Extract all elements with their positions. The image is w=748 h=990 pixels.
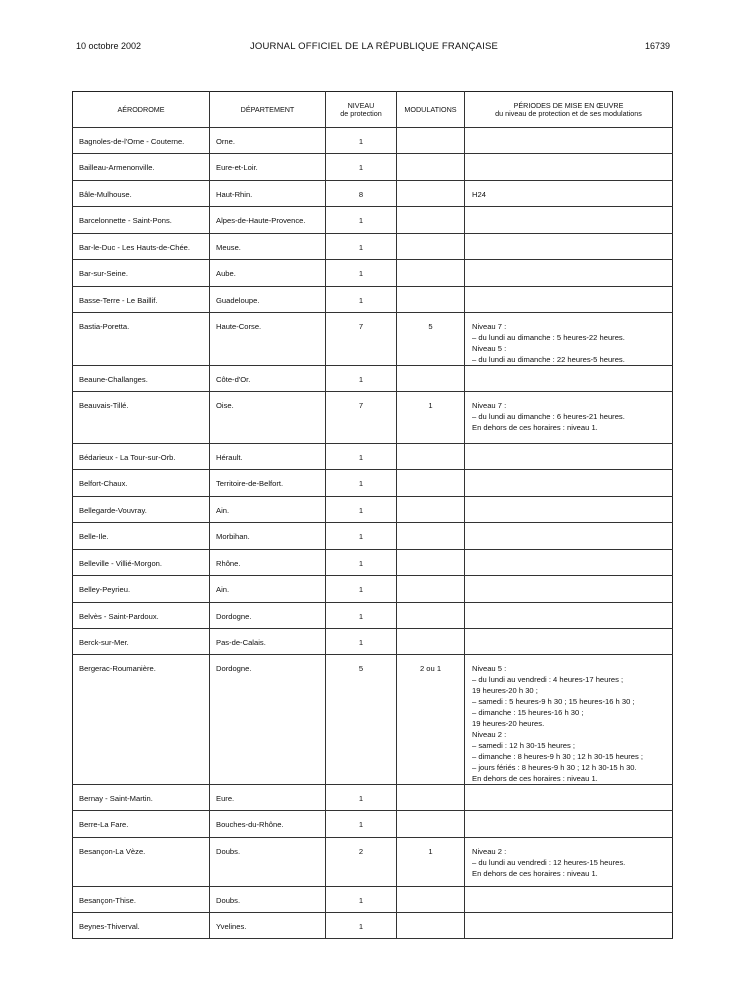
aerodrome-cell: Besançon-La Vèze. [73,838,210,887]
departement-cell: Ain. [210,497,326,523]
departement-cell: Dordogne. [210,655,326,785]
niveau-cell: 1 [326,234,397,260]
table-row [73,313,673,366]
col-header-niveau [326,92,397,128]
periode-line: – jours fériés : 8 heures-9 h 30 ; 12 h 30-15 h 30. [472,763,637,772]
niveau-cell: 1 [326,550,397,576]
table-row [73,128,673,154]
periodes-cell [465,444,673,470]
departement-cell: Territoire-de-Belfort. [210,470,326,497]
departement-cell: Guadeloupe. [210,287,326,313]
departement-cell: Eure-et-Loir. [210,154,326,181]
modulations-cell [397,523,465,550]
table-row [73,181,673,207]
niveau-cell: 7 [326,392,397,444]
modulations-cell [397,181,465,207]
aerodrome-cell: Beauvais-Tillé. [73,392,210,444]
periode-line: 19 heures-20 h 30 ; [472,686,538,695]
aerodrome-cell: Barcelonnette - Saint-Pons. [73,207,210,234]
col-header-niveau-line2: de protection [340,108,382,118]
niveau-cell: 1 [326,603,397,629]
issue-date: 10 octobre 2002 [76,41,142,51]
departement-cell: Oise. [210,392,326,444]
modulations-cell [397,629,465,655]
niveau-cell: 1 [326,128,397,154]
departement-cell: Hérault. [210,444,326,470]
periode-line: En dehors de ces horaires : niveau 1. [472,774,598,783]
periode-line: – du lundi au dimanche : 22 heures-5 heures. [472,355,625,364]
modulations-cell: 2 ou 1 [397,655,465,785]
aerodrome-cell: Bastia-Poretta. [73,313,210,366]
aerodrome-cell: Belley-Peyrieu. [73,576,210,603]
page-header [0,41,748,55]
modulations-cell [397,887,465,913]
aerodrome-table [72,91,673,939]
departement-cell: Yvelines. [210,913,326,939]
periode-line: – dimanche : 8 heures-9 h 30 ; 12 h 30-15 heures ; [472,752,643,761]
modulations-cell [397,366,465,392]
table-body [73,128,673,939]
aerodrome-cell: Bar-le-Duc - Les Hauts-de-Chée. [73,234,210,260]
aerodrome-cell: Beynes-Thiverval. [73,913,210,939]
modulations-cell [397,497,465,523]
departement-cell: Orne. [210,128,326,154]
table-row [73,838,673,887]
periode-line: – du lundi au dimanche : 5 heures-22 heures. [472,333,625,342]
niveau-cell: 1 [326,785,397,811]
periodes-cell [465,154,673,181]
col-header-modulations: MODULATIONS [397,92,465,128]
modulations-cell [397,811,465,838]
periode-line: 19 heures-20 heures. [472,719,545,728]
periode-line: H24 [472,190,486,199]
aerodrome-cell: Bar-sur-Seine. [73,260,210,287]
modulations-cell: 5 [397,313,465,366]
modulations-cell [397,287,465,313]
modulations-cell [397,913,465,939]
table-row [73,523,673,550]
niveau-cell: 1 [326,287,397,313]
periode-line: En dehors de ces horaires : niveau 1. [472,423,598,432]
departement-cell: Doubs. [210,838,326,887]
aerodrome-cell: Belleville - Villié-Morgon. [73,550,210,576]
modulations-cell [397,260,465,287]
departement-cell: Morbihan. [210,523,326,550]
table-row [73,629,673,655]
table-header-row [73,92,673,128]
niveau-cell: 1 [326,260,397,287]
periodes-cell [465,523,673,550]
page-number: 16739 [644,41,670,51]
periode-line: Niveau 7 : [472,322,507,331]
periodes-cell [465,366,673,392]
modulations-cell [397,550,465,576]
table-row [73,444,673,470]
modulations-cell [397,234,465,260]
niveau-cell: 1 [326,207,397,234]
table-row [73,785,673,811]
table-row [73,234,673,260]
periode-line: Niveau 5 : [472,664,507,673]
niveau-cell: 1 [326,887,397,913]
table-row [73,913,673,939]
periode-line: Niveau 2 : [472,730,507,739]
departement-cell: Rhône. [210,550,326,576]
departement-cell: Alpes-de-Haute-Provence. [210,207,326,234]
periodes-cell [465,207,673,234]
table-row [73,887,673,913]
table-row [73,811,673,838]
periodes-cell [465,550,673,576]
table-row [73,497,673,523]
aerodrome-cell: Bernay - Saint-Martin. [73,785,210,811]
aerodrome-cell: Bergerac-Roumanière. [73,655,210,785]
departement-cell: Haut-Rhin. [210,181,326,207]
niveau-cell: 8 [326,181,397,207]
col-header-periodes-line1: PÉRIODES DE MISE EN ŒUVRE [513,100,624,110]
table-row [73,260,673,287]
departement-cell: Meuse. [210,234,326,260]
aerodrome-cell: Berre-La Fare. [73,811,210,838]
periode-line: Niveau 5 : [472,344,507,353]
niveau-cell: 1 [326,444,397,470]
periodes-cell [465,313,673,366]
aerodrome-cell: Bellegarde-Vouvray. [73,497,210,523]
niveau-cell: 1 [326,913,397,939]
periodes-cell [465,603,673,629]
table-row [73,154,673,181]
table-row [73,603,673,629]
periode-line: – du lundi au dimanche : 6 heures-21 heures. [472,412,625,421]
niveau-cell: 2 [326,838,397,887]
periode-line: Niveau 7 : [472,401,507,410]
periode-line: – samedi : 12 h 30-15 heures ; [472,741,576,750]
modulations-cell [397,785,465,811]
niveau-cell: 1 [326,629,397,655]
aerodrome-cell: Besançon-Thise. [73,887,210,913]
niveau-cell: 1 [326,811,397,838]
niveau-cell: 7 [326,313,397,366]
departement-cell: Bouches-du-Rhône. [210,811,326,838]
periodes-cell [465,181,673,207]
periode-line: – dimanche : 15 heures-16 h 30 ; [472,708,584,717]
col-header-departement: DÉPARTEMENT [210,92,326,128]
niveau-cell: 1 [326,154,397,181]
aerodrome-cell: Bailleau-Armenonville. [73,154,210,181]
departement-cell: Aube. [210,260,326,287]
periodes-cell [465,655,673,785]
periodes-cell [465,838,673,887]
periode-line: En dehors de ces horaires : niveau 1. [472,869,598,878]
departement-cell: Pas-de-Calais. [210,629,326,655]
table-row [73,470,673,497]
periodes-cell [465,470,673,497]
aerodrome-cell: Belvès - Saint-Pardoux. [73,603,210,629]
journal-title: JOURNAL OFFICIEL DE LA RÉPUBLIQUE FRANÇAISE [249,41,499,52]
aerodrome-cell: Bédarieux - La Tour-sur-Orb. [73,444,210,470]
departement-cell: Ain. [210,576,326,603]
periodes-cell [465,287,673,313]
aerodrome-cell: Bagnoles-de-l'Orne - Couterne. [73,128,210,154]
modulations-cell: 1 [397,838,465,887]
periodes-cell [465,260,673,287]
periode-line: – du lundi au vendredi : 12 heures-15 heures. [472,858,626,867]
table-row [73,207,673,234]
modulations-cell [397,154,465,181]
aerodrome-cell: Beaune-Challanges. [73,366,210,392]
departement-cell: Haute-Corse. [210,313,326,366]
col-header-aerodrome: AÉRODROME [73,92,210,128]
table-row [73,655,673,785]
niveau-cell: 1 [326,497,397,523]
niveau-cell: 5 [326,655,397,785]
periodes-cell [465,785,673,811]
periodes-cell [465,128,673,154]
table-row [73,576,673,603]
col-header-niveau-line1: NIVEAU [347,100,375,110]
modulations-cell: 1 [397,392,465,444]
niveau-cell: 1 [326,576,397,603]
periodes-cell [465,392,673,444]
periode-line: – samedi : 5 heures-9 h 30 ; 15 heures-16 h 30 ; [472,697,635,706]
departement-cell: Dordogne. [210,603,326,629]
periodes-cell [465,913,673,939]
periodes-cell [465,629,673,655]
modulations-cell [397,207,465,234]
periodes-cell [465,497,673,523]
periodes-cell [465,234,673,260]
periode-line: Niveau 2 : [472,847,507,856]
periodes-cell [465,811,673,838]
aerodrome-cell: Bâle-Mulhouse. [73,181,210,207]
aerodrome-cell: Berck-sur-Mer. [73,629,210,655]
departement-cell: Eure. [210,785,326,811]
departement-cell: Doubs. [210,887,326,913]
modulations-cell [397,470,465,497]
modulations-cell [397,128,465,154]
table-row [73,366,673,392]
niveau-cell: 1 [326,470,397,497]
modulations-cell [397,576,465,603]
niveau-cell: 1 [326,366,397,392]
modulations-cell [397,603,465,629]
aerodrome-cell: Basse-Terre - Le Baillif. [73,287,210,313]
table-row [73,550,673,576]
periodes-cell [465,887,673,913]
table-row [73,287,673,313]
col-header-periodes [465,92,673,128]
modulations-cell [397,444,465,470]
aerodrome-cell: Belfort-Chaux. [73,470,210,497]
periode-line: – du lundi au vendredi : 4 heures-17 heures ; [472,675,624,684]
niveau-cell: 1 [326,523,397,550]
aerodrome-cell: Belle-Ile. [73,523,210,550]
table-row [73,392,673,444]
departement-cell: Côte-d'Or. [210,366,326,392]
periodes-cell [465,576,673,603]
col-header-periodes-line2: du niveau de protection et de ses modulations [495,108,642,118]
